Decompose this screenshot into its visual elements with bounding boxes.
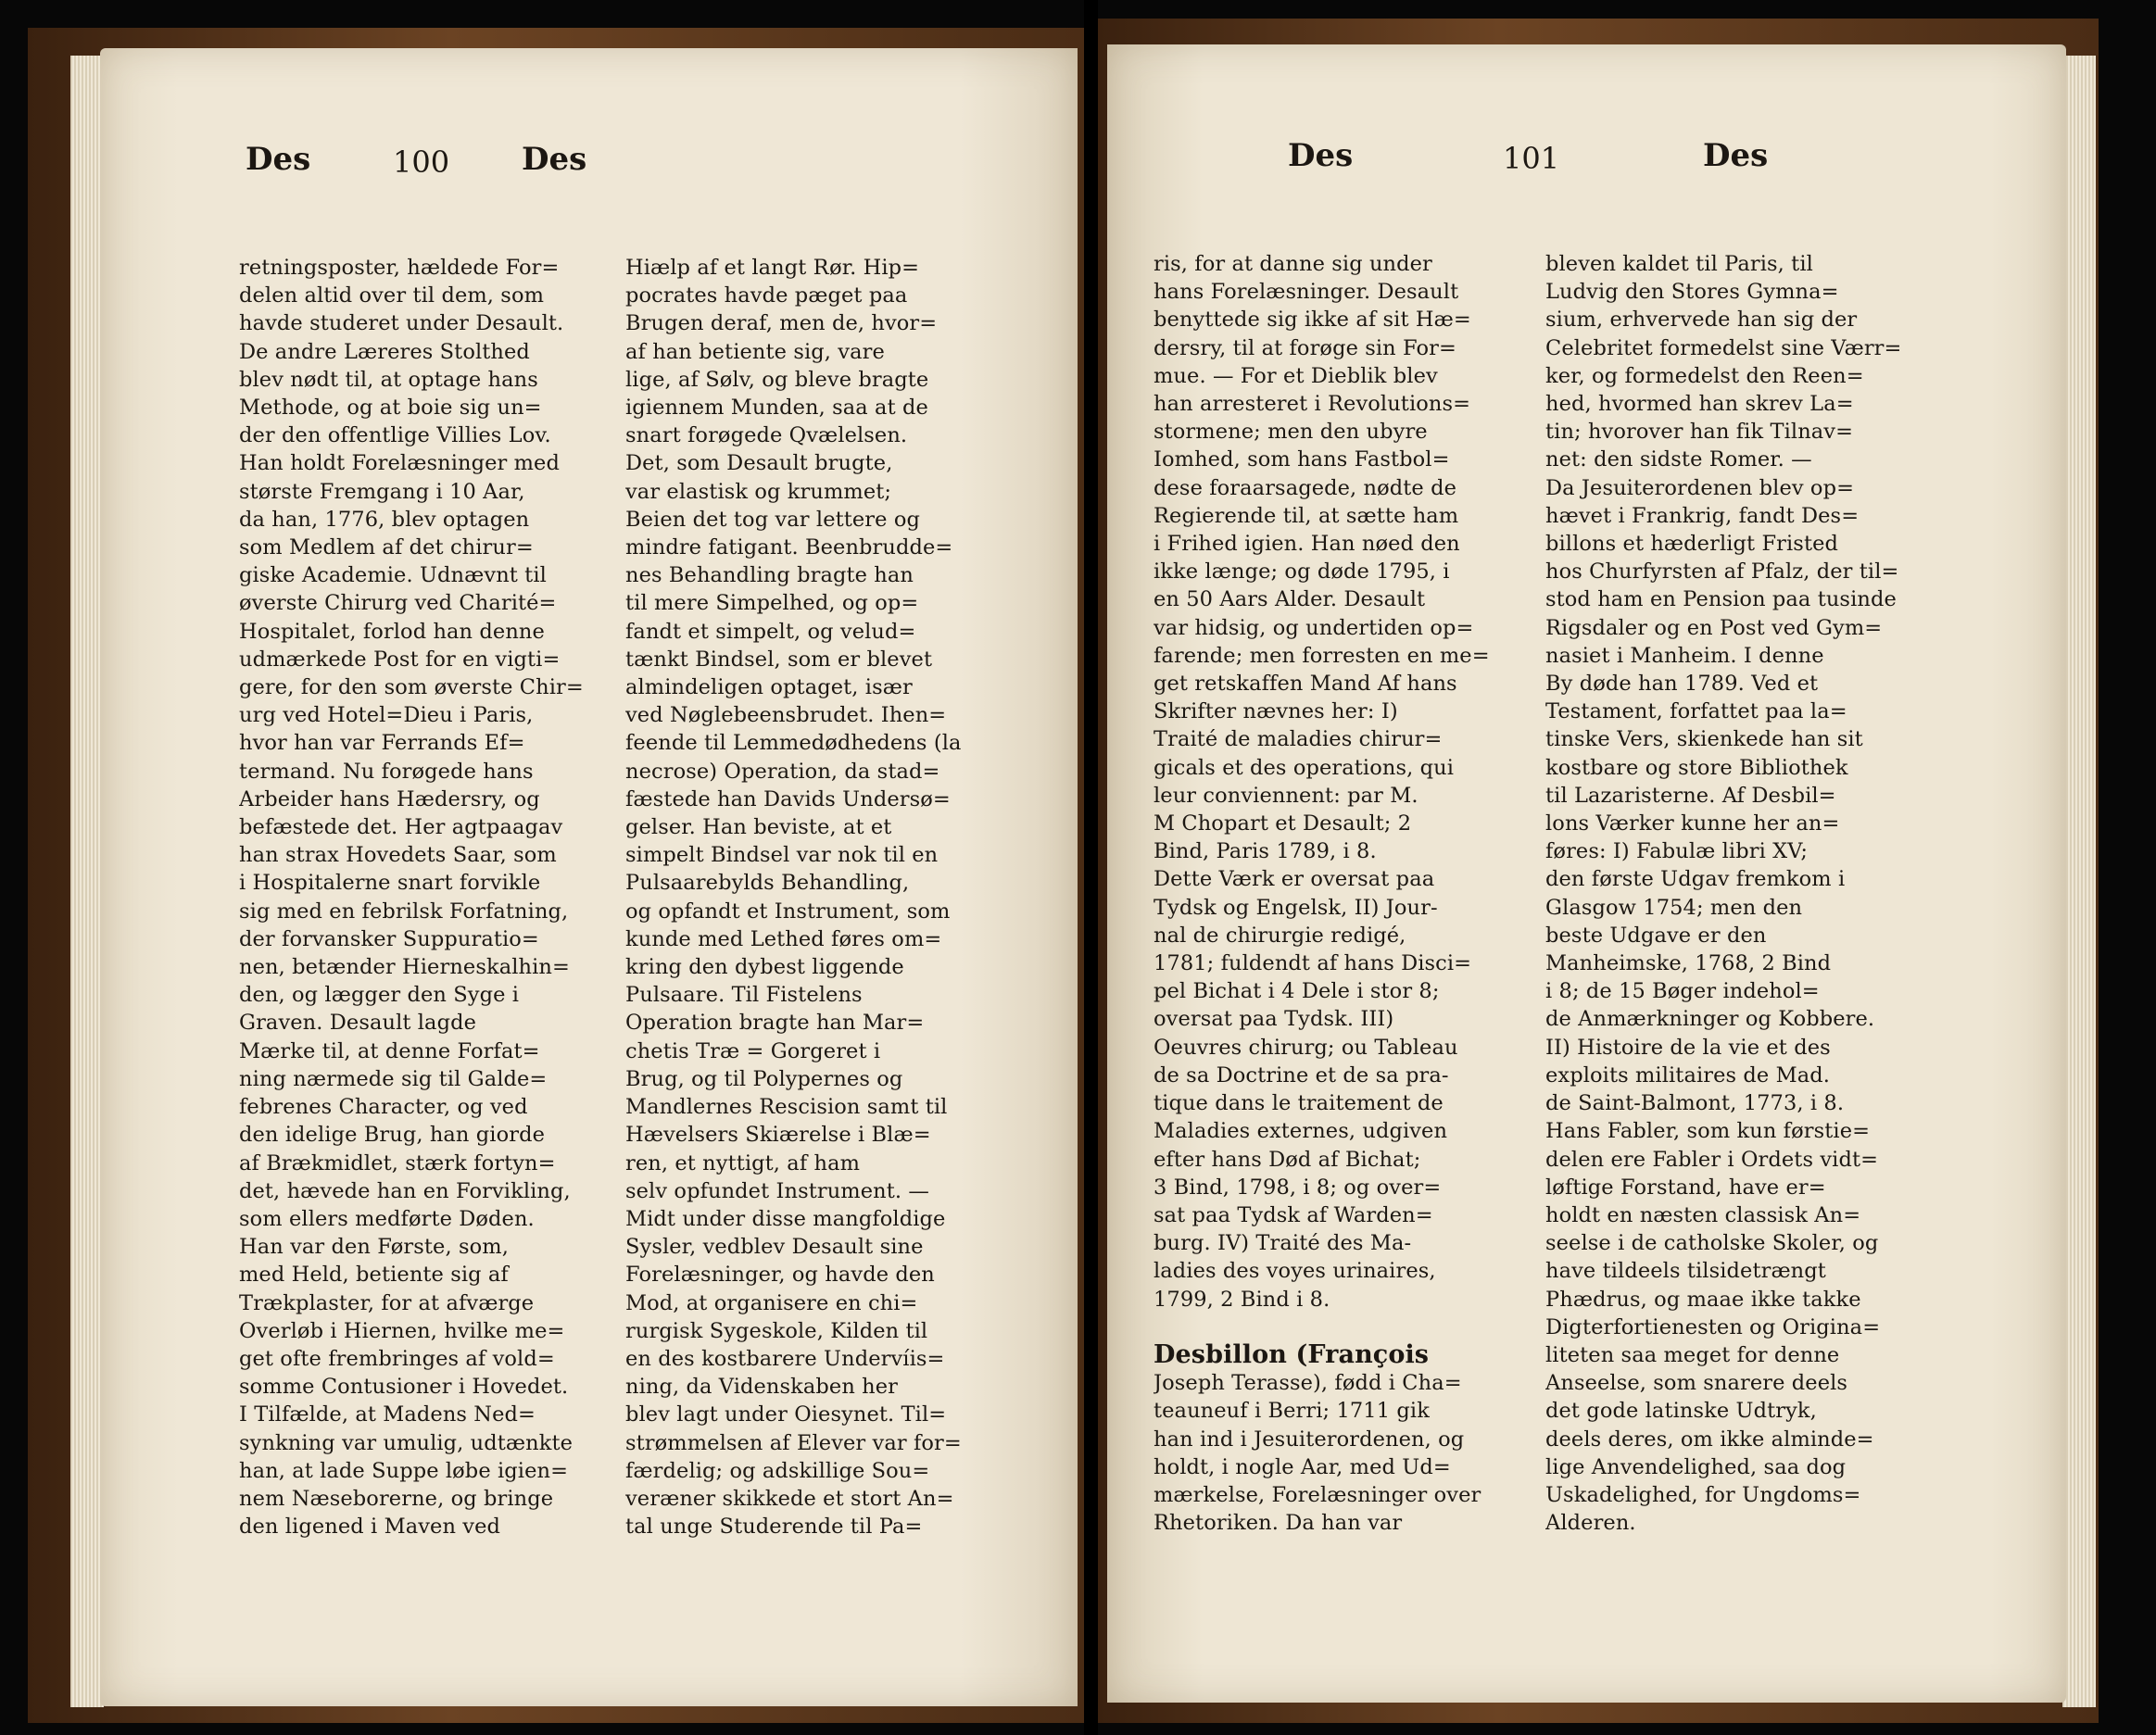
text-line: de sa Doctrine et de sa pra- <box>1154 1062 1449 1088</box>
text-line: Hospitalet, forlod han denne <box>239 619 545 644</box>
text-line: den idelige Brug, han giorde <box>239 1123 545 1148</box>
text-line: rurgisk Sygeskole, Kilden til <box>625 1318 928 1343</box>
text-line: beste Udgave er den <box>1545 923 1767 948</box>
text-line: farende; men forresten en me= <box>1154 643 1490 668</box>
text-line: Manheimske, 1768, 2 Bind <box>1545 951 1832 976</box>
text-line: get retskaffen Mand Af hans <box>1154 672 1457 697</box>
text-line: Phædrus, og maae ikke takke <box>1545 1287 1861 1312</box>
text-line: Hiælp af et langt Rør. Hip= <box>625 256 920 280</box>
text-line: delen altid over til dem, som <box>239 283 545 308</box>
text-line: færdelig; og adskillige Sou= <box>625 1458 930 1483</box>
text-line: stormene; men den ubyre <box>1154 420 1428 445</box>
text-line: 1799, 2 Bind i 8. <box>1154 1287 1330 1312</box>
text-line: gelser. Han beviste, at et <box>625 815 892 840</box>
text-line: gicals et des operations, qui <box>1154 755 1454 780</box>
text-line: udmærkede Post for en vigti= <box>239 647 561 672</box>
text-line: urg ved Hotel=Dieu i Paris, <box>239 703 534 728</box>
text-line: ved Nøglebeensbrudet. Ihen= <box>625 703 947 728</box>
text-line: nal de chirurgie redigé, <box>1154 923 1406 948</box>
text-line: Beien det tog var lettere og <box>625 507 920 532</box>
text-line: Uskadelighed, for Ungdoms= <box>1545 1482 1861 1507</box>
text-line: get ofte frembringes af vold= <box>239 1346 555 1371</box>
text-line: I Tilfælde, at Madens Ned= <box>239 1402 536 1427</box>
text-line: nen, betænder Hierneskalhin= <box>239 955 570 980</box>
text-line: Mod, at organisere en chi= <box>625 1290 918 1315</box>
text-line: som Medlem af det chirur= <box>239 535 534 560</box>
text-line: Joseph Terasse), fødd i Cha= <box>1154 1371 1462 1396</box>
text-line: Mærke til, at denne Forfat= <box>239 1038 540 1063</box>
text-line: pel Bichat i 4 Dele i stor 8; <box>1154 979 1440 1004</box>
text-line: Testament, forfattet paa la= <box>1545 699 1847 724</box>
text-line: en 50 Aars Alder. Desault <box>1154 587 1426 612</box>
text-line: By døde han 1789. Ved et <box>1545 672 1819 697</box>
text-line: lons Værker kunne her an= <box>1545 811 1840 836</box>
text-line: til mere Simpelhed, og op= <box>625 591 919 616</box>
text-line: Alderen. <box>1545 1511 1636 1536</box>
text-line: Brug, og til Polypernes og <box>625 1066 903 1091</box>
text-line: 3 Bind, 1798, i 8; og over= <box>1154 1175 1442 1200</box>
text-line: Han holdt Forelæsninger med <box>239 451 560 476</box>
running-header-right-page <box>1107 137 2066 193</box>
text-line: Trækplaster, for at afværge <box>239 1290 535 1315</box>
text-line: nem Næseborerne, og bringe <box>239 1486 554 1511</box>
text-line: i 8; de 15 Bøger indehol= <box>1545 979 1820 1004</box>
text-line: kostbare og store Bibliothek <box>1545 755 1848 780</box>
text-line: Desbillon (François <box>1154 1340 1430 1369</box>
text-line: holdt en næsten classisk An= <box>1545 1202 1861 1227</box>
text-line: necrose) Operation, da stad= <box>625 759 940 784</box>
text-line: Brugen deraf, men de, hvor= <box>625 311 938 336</box>
text-line: Graven. Desault lagde <box>239 1011 476 1036</box>
text-line: ker, og formedelst den Reen= <box>1545 363 1864 388</box>
text-line: øverste Chirurg ved Charité= <box>239 591 557 616</box>
text-line: holdt, i nogle Aar, med Ud= <box>1154 1454 1451 1479</box>
text-line: stod ham en Pension paa tusinde <box>1545 587 1897 612</box>
text-line: føres: I) Fabulæ libri XV; <box>1545 839 1809 864</box>
text-line: dese foraarsagede, nødte de <box>1154 475 1457 500</box>
running-headword-left: Des <box>1288 137 1354 174</box>
text-line: Tydsk og Engelsk, II) Jour- <box>1154 895 1438 920</box>
text-line: største Fremgang i 10 Aar, <box>239 479 525 504</box>
text-line: Methode, og at boie sig un= <box>239 396 542 421</box>
text-line: synkning var umulig, udtænkte <box>239 1430 574 1455</box>
text-column-2 <box>625 254 996 1540</box>
page-edges-right <box>2062 56 2096 1707</box>
text-line: termand. Nu forøgede hans <box>239 759 534 784</box>
text-line: i Hospitalerne snart forvikle <box>239 871 541 896</box>
text-line: ladies des voyes urinaires, <box>1154 1259 1436 1284</box>
right-page <box>1107 44 2066 1703</box>
text-line: var hidsig, og undertiden op= <box>1154 615 1474 640</box>
text-line: som ellers medførte Døden. <box>239 1206 535 1231</box>
text-line: Oeuvres chirurg; ou Tableau <box>1154 1035 1458 1060</box>
running-headword-right: Des <box>1703 137 1769 174</box>
text-line: hed, hvormed han skrev La= <box>1545 392 1854 417</box>
text-line: Pulsaare. Til Fistelens <box>625 983 863 1008</box>
text-line: Anseelse, som snarere deels <box>1545 1371 1848 1396</box>
text-line: burg. IV) Traité des Ma- <box>1154 1231 1412 1256</box>
text-line: igiennem Munden, saa at de <box>625 396 928 421</box>
text-line: havde studeret under Desault. <box>239 311 564 336</box>
text-line: tinske Vers, skienkede han sit <box>1545 727 1863 752</box>
text-line: Han var den Første, som, <box>239 1235 509 1260</box>
text-line: Skrifter nævnes her: I) <box>1154 699 1398 724</box>
text-line: Digterfortienesten og Origina= <box>1545 1314 1881 1339</box>
text-line: oversat paa Tydsk. III) <box>1154 1007 1394 1032</box>
text-line: fæstede han Davids Undersø= <box>625 786 951 811</box>
text-line: veræner skikkede et stort An= <box>625 1486 954 1511</box>
text-line: II) Histoire de la vie et des <box>1545 1035 1831 1060</box>
text-line: Iomhed, som hans Fastbol= <box>1154 447 1450 472</box>
text-line: chetis Træ = Gorgeret i <box>625 1038 881 1063</box>
text-line: Bind, Paris 1789, i 8. <box>1154 839 1377 864</box>
page-edges-left <box>70 56 104 1707</box>
text-line: ris, for at danne sig under <box>1154 252 1432 276</box>
page-number: 101 <box>1503 141 1560 176</box>
text-line: Rhetoriken. Da han var <box>1154 1511 1403 1536</box>
text-line: løftige Forstand, have er= <box>1545 1175 1826 1200</box>
text-line: dersry, til at forøge sin For= <box>1154 335 1456 360</box>
text-column-2 <box>1545 250 1916 1537</box>
book-gutter <box>1084 0 1098 1735</box>
text-line: den ligened i Maven ved <box>239 1515 501 1540</box>
text-line: han, at lade Suppe løbe igien= <box>239 1458 569 1483</box>
text-line: lige Anvendelighed, saa dog <box>1545 1454 1847 1479</box>
running-header-left-page <box>100 141 1078 196</box>
text-line: ning nærmede sig til Galde= <box>239 1066 548 1091</box>
text-line: Ludvig den Stores Gymna= <box>1545 280 1839 305</box>
text-line: den første Udgav fremkom i <box>1545 867 1846 892</box>
text-line: da han, 1776, blev optagen <box>239 507 530 532</box>
text-line: Regierende til, at sætte ham <box>1154 503 1459 528</box>
text-line: der den offentlige Villies Lov. <box>239 423 551 448</box>
text-line <box>1154 1314 1524 1341</box>
text-line: deels deres, om ikke alminde= <box>1545 1427 1874 1452</box>
text-line: kring den dybest liggende <box>625 955 904 980</box>
text-line: blev lagt under Oiesynet. Til= <box>625 1402 947 1427</box>
text-column-1 <box>239 254 610 1540</box>
text-line: seelse i de catholske Skoler, og <box>1545 1231 1879 1256</box>
text-line: hos Churfyrsten af Pfalz, der til= <box>1545 559 1899 585</box>
text-line: Hævelsers Skiærelse i Blæ= <box>625 1123 931 1148</box>
text-line: i Frihed igien. Han nøed den <box>1154 532 1460 557</box>
text-line: Pulsaarebylds Behandling, <box>625 871 910 896</box>
text-line: snart forøgede Qvælelsen. <box>625 423 908 448</box>
left-page <box>100 48 1078 1706</box>
text-column-1 <box>1154 250 1524 1537</box>
text-line: 1781; fuldendt af hans Disci= <box>1154 951 1472 976</box>
text-line: Traité de maladies chirur= <box>1154 727 1443 752</box>
text-line: det, hævede han en Forvikling, <box>239 1178 571 1203</box>
text-line: feende til Lemmedødhedens (la <box>625 731 962 756</box>
text-line: det gode latinske Udtryk, <box>1545 1399 1817 1424</box>
text-line: Rigsdaler og en Post ved Gym= <box>1545 615 1883 640</box>
text-line: af Brækmidlet, stærk fortyn= <box>239 1150 556 1176</box>
text-line: til Lazaristerne. Af Desbil= <box>1545 783 1836 808</box>
text-line: teauneuf i Berri; 1711 gik <box>1154 1399 1430 1424</box>
text-line: net: den sidste Romer. — <box>1545 447 1812 472</box>
text-line: sium, erhvervede han sig der <box>1545 308 1858 333</box>
text-line: tænkt Bindsel, som er blevet <box>625 647 933 672</box>
text-line: febrenes Character, og ved <box>239 1095 528 1120</box>
text-line: blev nødt til, at optage hans <box>239 367 538 392</box>
text-line: ning, da Videnskaben her <box>625 1375 899 1400</box>
text-line: Operation bragte han Mar= <box>625 1011 925 1036</box>
text-line: have tildeels tilsidetrængt <box>1545 1259 1826 1284</box>
text-line: Sysler, vedblev Desault sine <box>625 1235 924 1260</box>
text-line: hævet i Frankrig, fandt Des= <box>1545 503 1860 528</box>
text-line: simpelt Bindsel var nok til en <box>625 843 939 868</box>
text-line: Det, som Desault brugte, <box>625 451 893 476</box>
text-line: sat paa Tydsk af Warden= <box>1154 1202 1433 1227</box>
text-line: Mandlernes Rescision samt til <box>625 1095 948 1120</box>
text-line: delen ere Fabler i Ordets vidt= <box>1545 1147 1879 1172</box>
text-line: fandt et simpelt, og velud= <box>625 619 916 644</box>
text-line: mærkelse, Forelæsninger over <box>1154 1482 1481 1507</box>
text-line: og opfandt et Instrument, som <box>625 899 951 924</box>
text-line: der forvansker Suppuratio= <box>239 926 539 951</box>
text-line: lige, af Sølv, og bleve bragte <box>625 367 929 392</box>
text-line: mindre fatigant. Beenbrudde= <box>625 535 953 560</box>
running-headword-right: Des <box>522 141 587 178</box>
text-line: var elastisk og krummet; <box>625 479 892 504</box>
text-line: gere, for den som øverste Chir= <box>239 675 584 700</box>
text-line: nes Behandling bragte han <box>625 563 914 588</box>
text-line: af han betiente sig, vare <box>625 339 885 364</box>
text-line: exploits militaires de Mad. <box>1545 1062 1831 1088</box>
text-line: Forelæsninger, og havde den <box>625 1263 935 1288</box>
text-line: kunde med Lethed føres om= <box>625 926 942 951</box>
text-line: giske Academie. Udnævnt til <box>239 563 547 588</box>
text-line: befæstede det. Her agtpaagav <box>239 815 563 840</box>
text-line: en des kostbarere Undervíis= <box>625 1346 945 1371</box>
text-line: hvor han var Ferrands Ef= <box>239 731 525 756</box>
text-line: Maladies externes, udgiven <box>1154 1119 1448 1144</box>
text-line: tin; hvorover han fik Tilnav= <box>1545 420 1854 445</box>
text-line: Glasgow 1754; men den <box>1545 895 1803 920</box>
text-line: med Held, betiente sig af <box>239 1263 509 1288</box>
text-line: De andre Læreres Stolthed <box>239 339 530 364</box>
text-line: pocrates havde pæget paa <box>625 283 908 308</box>
text-line: nasiet i Manheim. I denne <box>1545 643 1824 668</box>
text-line: mue. — For et Dieblik blev <box>1154 363 1438 388</box>
text-line: billons et hæderligt Fristed <box>1545 532 1839 557</box>
text-line: somme Contusioner i Hovedet. <box>239 1375 569 1400</box>
text-line: bleven kaldet til Paris, til <box>1545 252 1813 276</box>
text-line: tal unge Studerende til Pa= <box>625 1515 923 1540</box>
text-line: Overløb i Hiernen, hvilke me= <box>239 1318 565 1343</box>
text-line: leur conviennent: par M. <box>1154 783 1418 808</box>
text-line: Celebritet formedelst sine Værr= <box>1545 335 1902 360</box>
running-headword-left: Des <box>246 141 311 178</box>
text-line: efter hans Død af Bichat; <box>1154 1147 1421 1172</box>
text-line: han strax Hovedets Saar, som <box>239 843 557 868</box>
page-number: 100 <box>393 145 450 180</box>
text-line: ikke længe; og døde 1795, i <box>1154 559 1450 585</box>
text-line: Arbeider hans Hædersry, og <box>239 786 540 811</box>
text-line: M Chopart et Desault; 2 <box>1154 811 1412 836</box>
text-line: Hans Fabler, som kun førstie= <box>1545 1119 1871 1144</box>
text-line: retningsposter, hældede For= <box>239 256 560 280</box>
text-line: sig med en febrilsk Forfatning, <box>239 899 569 924</box>
text-line: den, og lægger den Syge i <box>239 983 520 1008</box>
text-line: Dette Værk er oversat paa <box>1154 867 1435 892</box>
text-line: han ind i Jesuiterordenen, og <box>1154 1427 1465 1452</box>
text-line: de Saint-Balmont, 1773, i 8. <box>1545 1091 1845 1116</box>
text-line: de Anmærkninger og Kobbere. <box>1545 1007 1875 1032</box>
text-line: tique dans le traitement de <box>1154 1091 1444 1116</box>
text-line: almindeligen optaget, især <box>625 675 913 700</box>
text-line: benyttede sig ikke af sit Hæ= <box>1154 308 1471 333</box>
text-line: Midt under disse mangfoldige <box>625 1206 946 1231</box>
text-line: ren, et nyttigt, af ham <box>625 1150 861 1176</box>
text-line: liteten saa meget for denne <box>1545 1342 1840 1367</box>
text-line: Da Jesuiterordenen blev op= <box>1545 475 1855 500</box>
text-line: selv opfundet Instrument. — <box>625 1178 929 1203</box>
text-line: hans Forelæsninger. Desault <box>1154 280 1459 305</box>
text-line: han arresteret i Revolutions= <box>1154 392 1471 417</box>
text-line: strømmelsen af Elever var for= <box>625 1430 962 1455</box>
